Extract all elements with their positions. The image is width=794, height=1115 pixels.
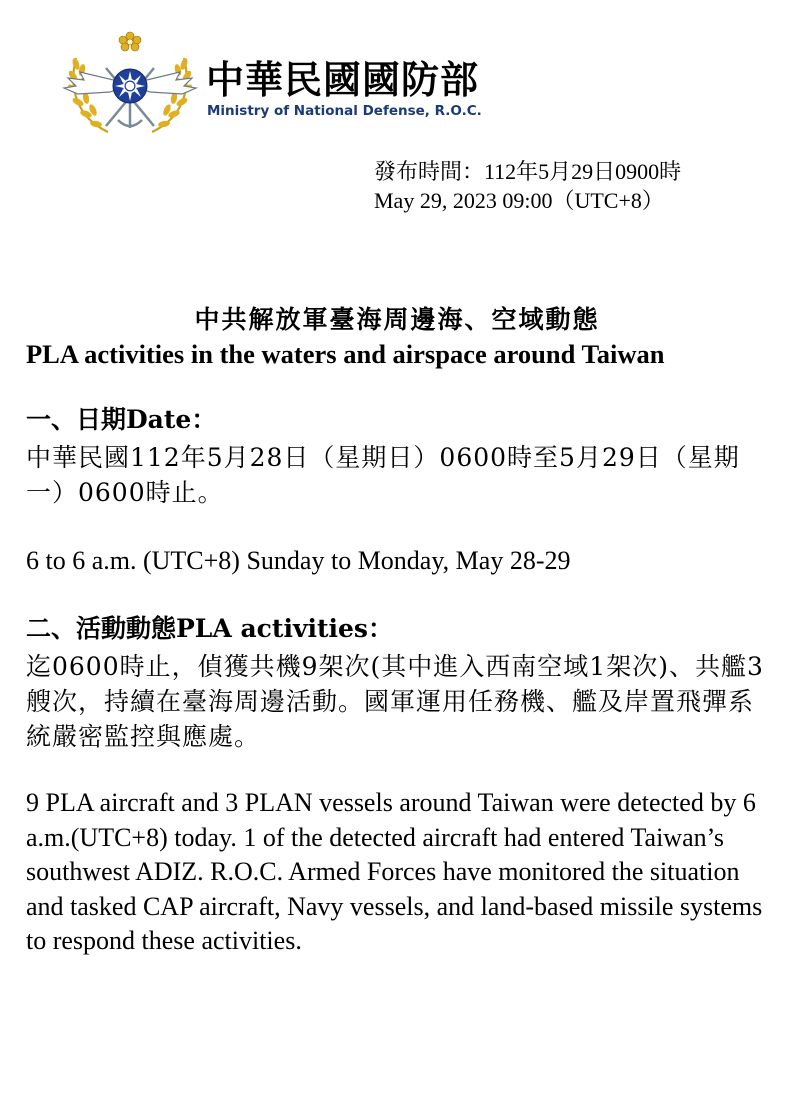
ministry-emblem-icon [60,28,200,140]
org-name-en: Ministry of National Defense, R.O.C. [207,103,482,119]
section1-en-text: 6 to 6 a.m. (UTC+8) Sunday to Monday, May 28-29 [26,546,571,575]
title-zh: 中共解放軍臺海周邊海、空域動態 [194,305,600,334]
org-name-zh: 中華民國國防部 [206,58,480,102]
section1-zh-text: 中華民國112年5月28日（星期日）0600時至5月29日（星期一）0600時止。 [26,443,740,507]
title-en: PLA activities in the waters and airspace around Taiwan [26,339,665,369]
section2-en-text: 9 PLA aircraft and 3 PLAN vessels around Taiwan were detected by 6 a.m.(UTC+8) today. 1 of the detected aircraft had entered Taiwan’s southwest ADIZ. R.O.C. Armed Forces have monitored the situation and tasked CAP aircraft, Navy vessels, and land-based missile systems to respond these activities. [26,788,763,955]
section2-zh-text: 迄0600時止，偵獲共機9架次(其中進入西南空域1架次)、共艦3艘次，持續在臺海周邊活動。國軍運用任務機、艦及岸置飛彈系統嚴密監控與應處。 [26,652,764,751]
section2-heading: 二、活動動態PLA activities： [26,614,393,643]
release-time [374,157,681,215]
release-time-zh: 發布時間：112年5月29日0900時 [374,159,682,184]
section1-heading: 一、日期Date： [26,405,217,434]
release-time-en: May 29, 2023 09:00（UTC+8） [374,188,664,213]
